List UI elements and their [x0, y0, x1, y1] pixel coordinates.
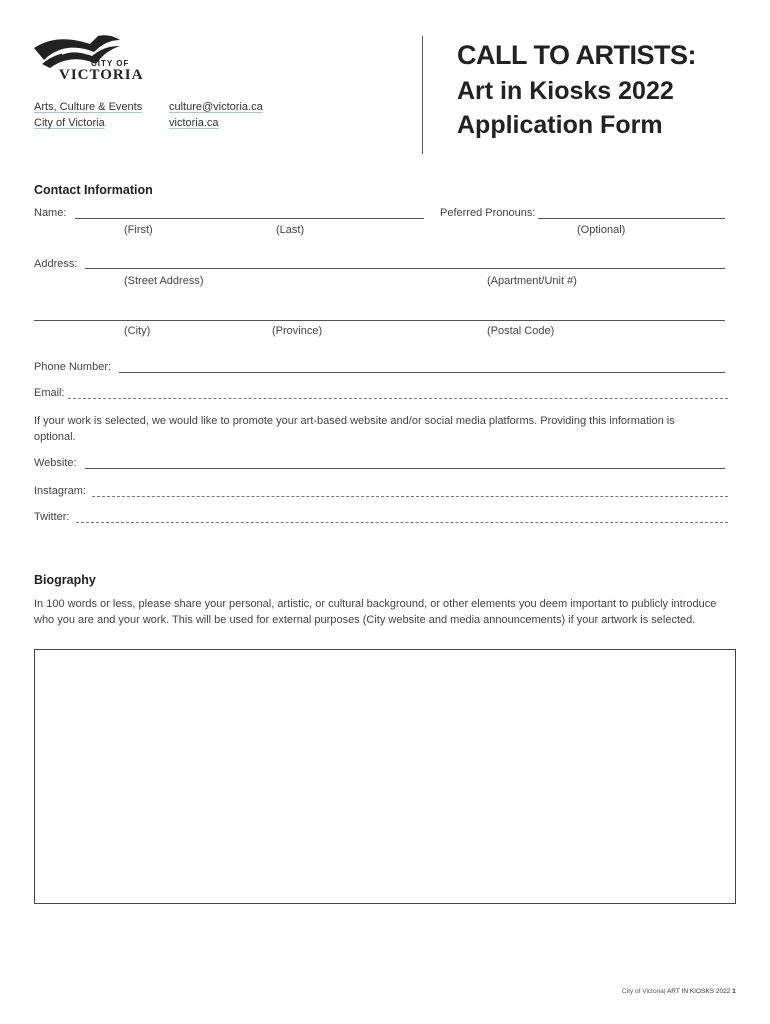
header-divider [422, 36, 423, 154]
pronouns-label: Peferred Pronouns: [440, 207, 536, 219]
contact-heading: Contact Information [34, 183, 153, 197]
biography-heading: Biography [34, 573, 96, 587]
city-hint: (City) [124, 325, 151, 337]
name-label: Name: [34, 207, 67, 219]
postal-code-hint: (Postal Code) [487, 325, 555, 337]
province-hint: (Province) [272, 325, 323, 337]
dept-block [34, 99, 142, 131]
last-name-hint: (Last) [276, 224, 305, 236]
pronouns-optional-hint: (Optional) [577, 224, 626, 236]
address-label: Address: [34, 258, 78, 270]
contact-website-link[interactable]: victoria.ca [169, 117, 219, 129]
website-field[interactable] [85, 468, 725, 469]
title-call-to-artists: CALL TO ARTISTS: [457, 40, 696, 70]
twitter-label: Twitter: [34, 511, 70, 523]
email-field[interactable] [68, 398, 728, 399]
address-field[interactable] [85, 268, 725, 269]
title-application-form: Application Form [457, 111, 663, 139]
city-logo [32, 34, 144, 84]
footer-doc: ART IN KIOSKS 2022 [666, 988, 731, 995]
instagram-field[interactable] [92, 496, 728, 497]
phone-label: Phone Number: [34, 361, 112, 373]
website-label: Website: [34, 457, 77, 469]
logo-victoria: VICTORIA [59, 67, 144, 83]
biography-instructions: In 100 words or less, please share your personal, artistic, or cultural background, or other elements you deem important to publicly introduce who you are and your work. This will be used for external purposes (City website and media announcements) if your artwork is selected. [34, 598, 717, 626]
email-label: Email: [34, 387, 65, 399]
footer-page-number: 1 [732, 988, 736, 995]
unit-hint: (Apartment/Unit #) [487, 275, 577, 287]
footer-org: City of Victoria [622, 988, 664, 995]
footer-separator: | [663, 988, 666, 995]
twitter-field[interactable] [76, 522, 728, 523]
dept-name: Arts, Culture & Events [34, 101, 143, 113]
contact-email-link[interactable]: culture@victoria.ca [169, 101, 263, 113]
pronouns-field[interactable] [538, 218, 725, 219]
dept-org: City of Victoria [34, 117, 105, 129]
name-field[interactable] [75, 218, 424, 219]
street-hint: (Street Address) [124, 275, 204, 287]
promo-text: If your work is selected, we would like to promote your art-based website and/or social media platforms. Providing this information is optional. [34, 415, 675, 443]
logo-city-of: CITY OF [91, 59, 130, 68]
biography-textbox[interactable] [34, 649, 736, 904]
first-name-hint: (First) [124, 224, 153, 236]
page-footer [622, 988, 736, 995]
contact-block [169, 99, 263, 131]
title-art-in-kiosks: Art in Kiosks 2022 [457, 77, 674, 105]
city-province-postal-field[interactable] [34, 320, 725, 321]
instagram-label: Instagram: [34, 485, 86, 497]
phone-field[interactable] [119, 372, 725, 373]
